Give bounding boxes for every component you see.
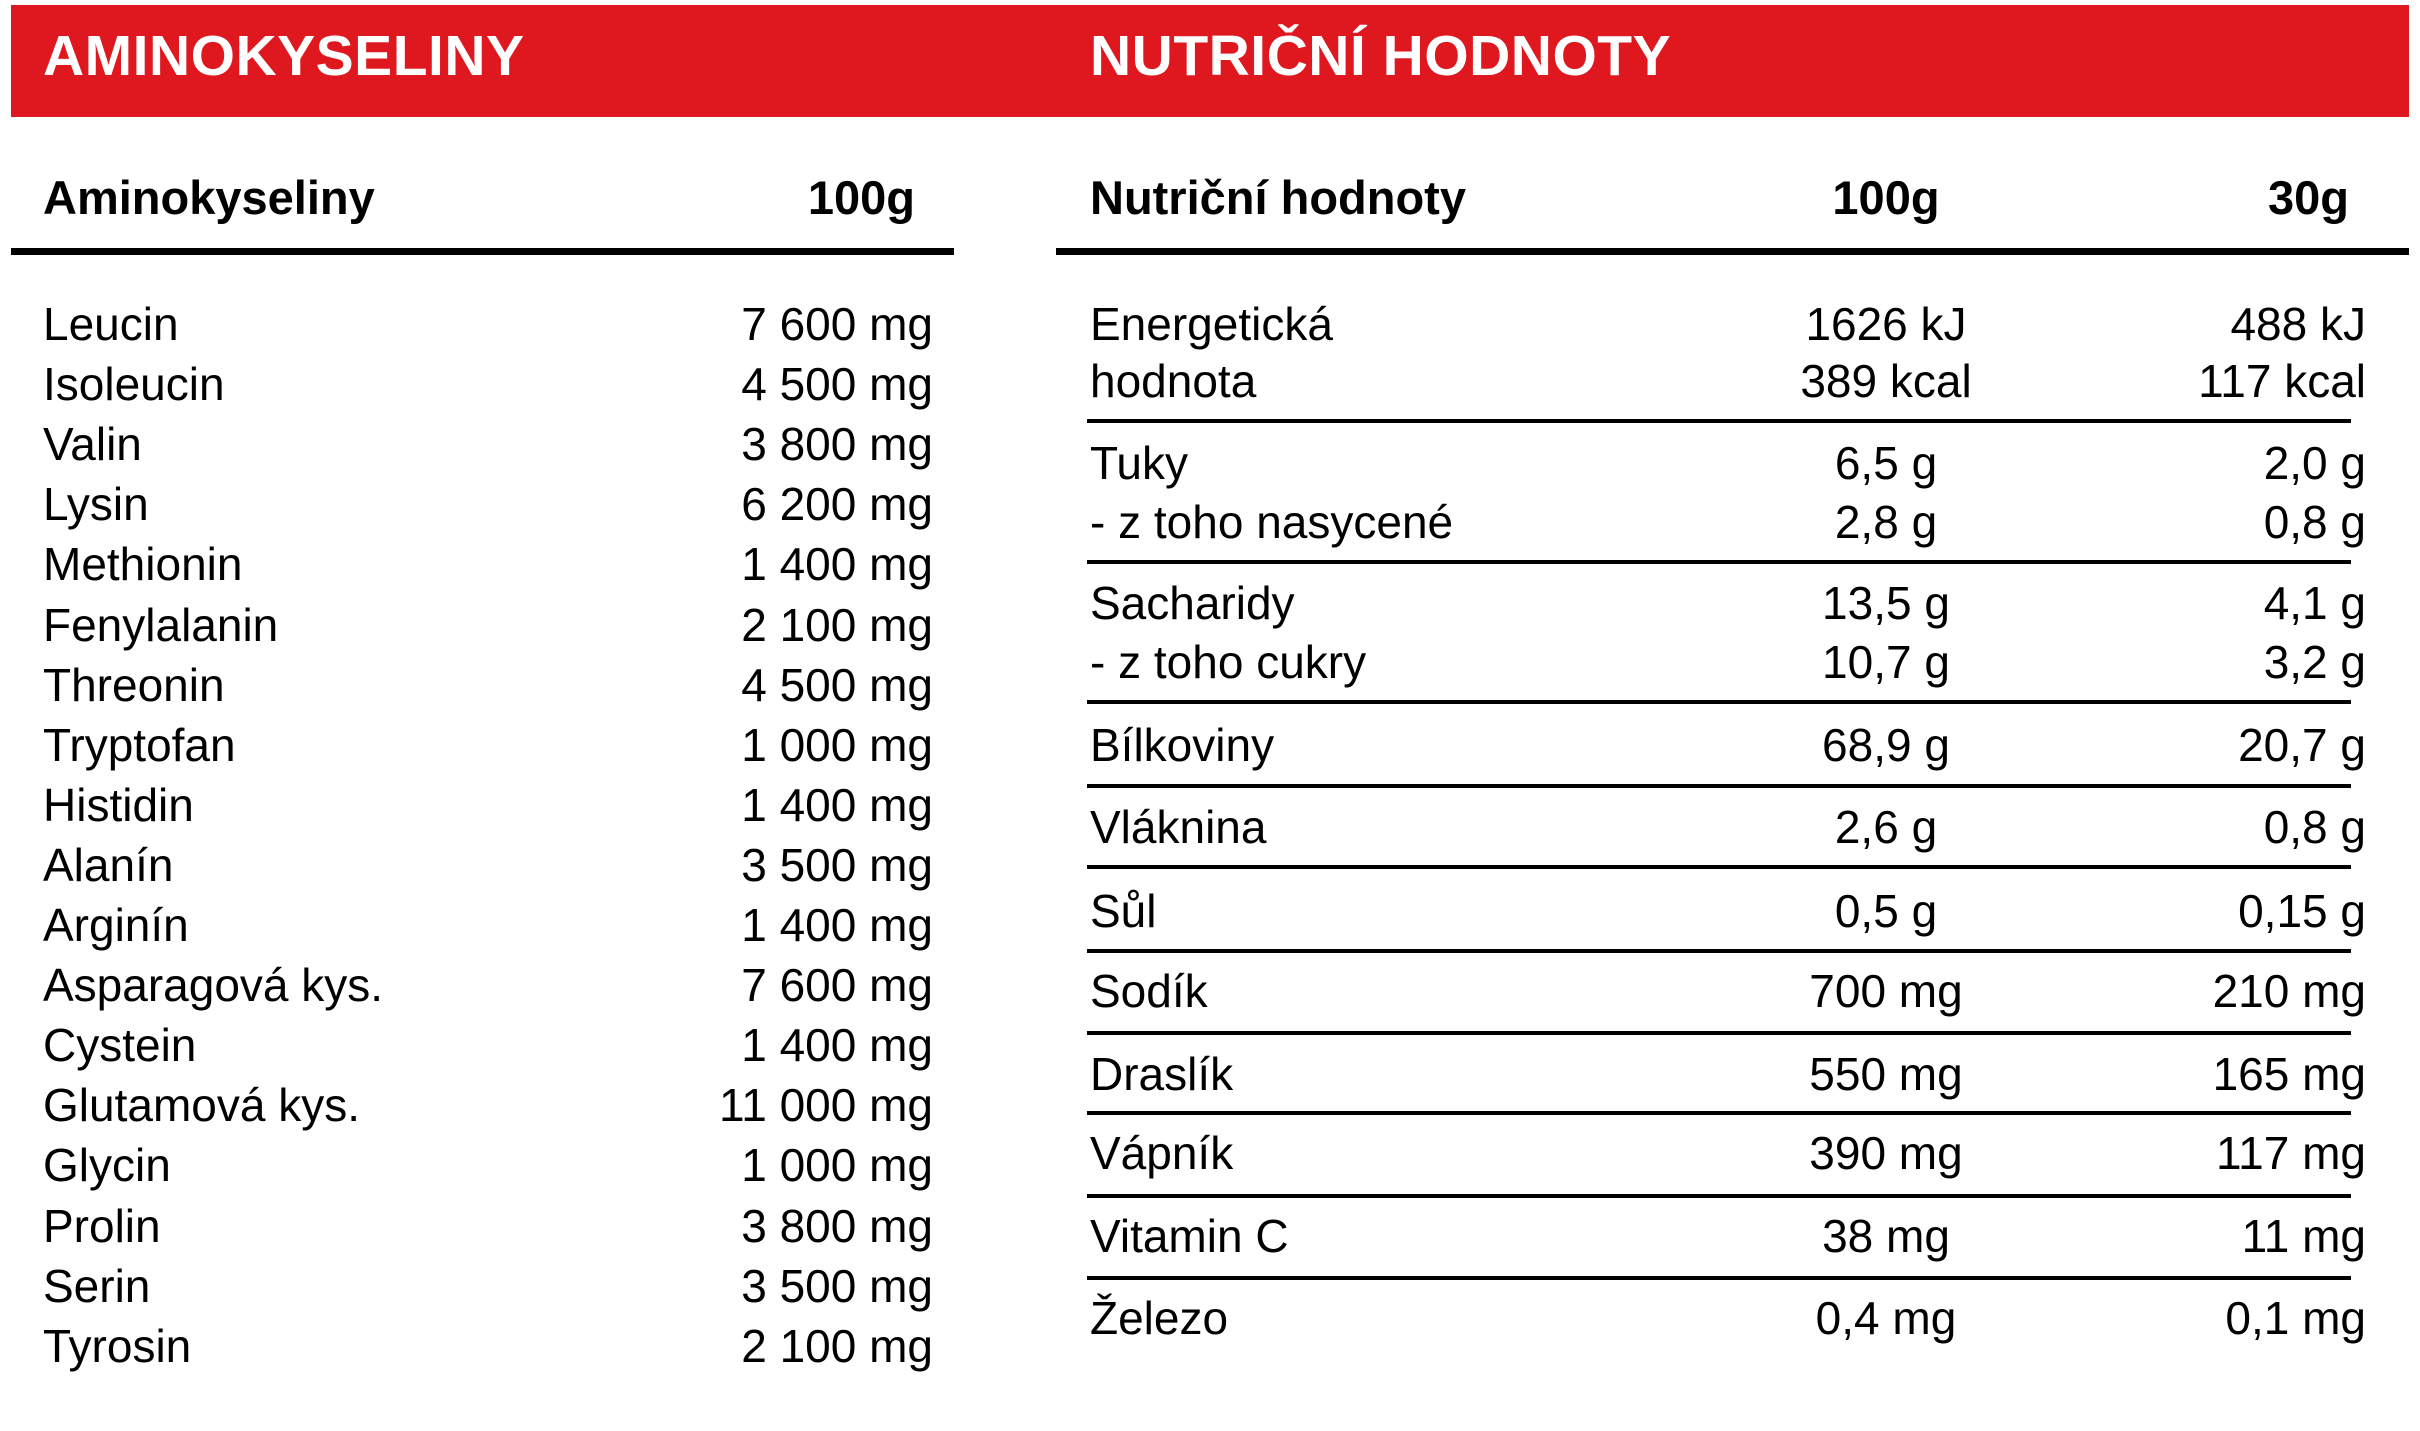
nutrient-value-100g: 6,5 g <box>1834 437 1938 490</box>
nutrient-name: Vláknina <box>1090 801 1267 854</box>
row-divider <box>1087 784 2351 788</box>
amino-header-100g: 100g <box>807 171 915 224</box>
amino-value-100g: 3 500 mg <box>741 838 933 891</box>
nutrient-name: hodnota <box>1090 355 1257 408</box>
amino-value-100g: 2 100 mg <box>741 1319 933 1372</box>
amino-row <box>43 1256 933 1316</box>
nutrient-value-100g: 1626 kJ <box>1805 298 1967 351</box>
amino-row <box>43 955 933 1015</box>
amino-name: Glycin <box>43 1139 171 1192</box>
amino-value-100g: 6 200 mg <box>741 478 933 531</box>
amino-row <box>43 715 933 775</box>
nutrient-value-30g: 210 mg <box>2212 964 2366 1017</box>
nutrient-value-100g: 38 mg <box>1822 1210 1950 1263</box>
amino-name: Glutamová kys. <box>43 1079 360 1132</box>
nutrient-value-30g: 165 mg <box>2212 1048 2366 1101</box>
nutrient-value-30g: 20,7 g <box>2238 719 2366 772</box>
nutrient-value-100g: 10,7 g <box>1822 636 1950 689</box>
amino-value-100g: 4 500 mg <box>741 358 933 411</box>
nutrient-name: Energetická <box>1090 298 1333 351</box>
nutrient-name: Vitamin C <box>1090 1210 1289 1263</box>
amino-name: Cystein <box>43 1019 197 1072</box>
amino-row <box>43 294 933 354</box>
nutrient-name: Draslík <box>1090 1048 1234 1101</box>
amino-name: Tyrosin <box>43 1319 192 1372</box>
amino-name: Asparagová kys. <box>43 959 384 1012</box>
amino-row <box>43 534 933 594</box>
amino-row <box>43 775 933 835</box>
nutrient-value-100g: 390 mg <box>1809 1126 1963 1179</box>
nutrient-value-30g: 488 kJ <box>2230 298 2366 351</box>
nutrition-row <box>1090 715 2366 775</box>
nutrient-value-30g: 3,2 g <box>2263 636 2366 689</box>
nutrition-row <box>1090 492 2366 552</box>
nutrient-value-30g: 0,15 g <box>2238 884 2366 937</box>
amino-name: Threonin <box>43 658 225 711</box>
amino-name: Histidin <box>43 778 194 831</box>
amino-value-100g: 3 800 mg <box>741 1199 933 1252</box>
amino-row <box>43 354 933 414</box>
nutrient-value-30g: 117 kcal <box>2198 355 2366 408</box>
amino-value-100g: 1 400 mg <box>741 899 933 951</box>
amino-name: Methionin <box>43 538 243 591</box>
amino-name: Leucin <box>43 298 179 350</box>
amino-row <box>43 414 933 474</box>
nutrient-value-30g: 0,8 g <box>2263 495 2366 548</box>
nutrient-name: Sacharidy <box>1090 577 1295 630</box>
nutrient-name: - z toho nasycené <box>1090 495 1454 548</box>
amino-name: Arginín <box>43 899 189 951</box>
amino-value-100g: 2 100 mg <box>741 598 933 651</box>
amino-header-divider <box>11 248 954 255</box>
nutrition-row <box>1090 632 2366 692</box>
nutrition-section-title: NUTRIČNÍ HODNOTY <box>1090 24 1672 88</box>
amino-name: Valin <box>43 418 142 471</box>
amino-name: Fenylalanin <box>43 598 279 651</box>
nutrient-name: Železo <box>1090 1292 1229 1345</box>
amino-section-title: AMINOKYSELINY <box>43 24 525 88</box>
amino-row <box>43 1075 933 1135</box>
amino-row <box>43 655 933 715</box>
nutrient-name: Sodík <box>1090 964 1208 1017</box>
nutrient-name: Sůl <box>1090 884 1157 937</box>
nutrient-value-100g: 2,6 g <box>1834 801 1938 854</box>
nutrition-row <box>1090 351 2366 411</box>
nutrient-name: - z toho cukry <box>1090 636 1367 689</box>
amino-name: Prolin <box>43 1199 161 1252</box>
nutrient-value-100g: 68,9 g <box>1822 719 1950 772</box>
row-divider <box>1087 419 2351 423</box>
nutrition-row <box>1090 881 2366 941</box>
nutrition-row <box>1090 1288 2366 1348</box>
amino-value-100g: 1 400 mg <box>741 538 933 591</box>
nutrition-row <box>1090 433 2366 493</box>
amino-value-100g: 1 000 mg <box>741 718 933 771</box>
nutrient-value-100g: 13,5 g <box>1822 577 1950 630</box>
nutrient-value-100g: 700 mg <box>1809 964 1963 1017</box>
nutrient-value-100g: 389 kcal <box>1800 355 1972 408</box>
amino-value-100g: 11 000 mg <box>719 1079 933 1132</box>
nutrient-value-30g: 2,0 g <box>2263 437 2366 490</box>
amino-value-100g: 7 600 mg <box>741 298 933 350</box>
nutrient-name: Tuky <box>1090 437 1188 490</box>
nutrient-value-100g: 0,5 g <box>1834 884 1938 937</box>
nutrient-name: Bílkoviny <box>1090 719 1275 772</box>
amino-name: Isoleucin <box>43 358 225 411</box>
amino-row <box>43 895 933 955</box>
amino-row <box>43 1196 933 1256</box>
amino-name: Tryptofan <box>43 718 236 771</box>
amino-value-100g: 3 800 mg <box>741 418 933 471</box>
nutrition-header-divider <box>1056 248 2409 255</box>
nutrition-row <box>1090 797 2366 857</box>
row-divider <box>1087 1194 2351 1198</box>
amino-row <box>43 474 933 534</box>
amino-row <box>43 1316 933 1376</box>
row-divider <box>1087 700 2351 704</box>
amino-value-100g: 1 400 mg <box>741 1019 933 1072</box>
nutrition-row <box>1090 1206 2366 1266</box>
amino-row <box>43 835 933 895</box>
amino-row <box>43 595 933 655</box>
amino-value-100g: 4 500 mg <box>741 658 933 711</box>
amino-value-100g: 7 600 mg <box>741 959 933 1012</box>
row-divider <box>1087 1031 2351 1035</box>
amino-name: Lysin <box>43 478 149 531</box>
nutrient-value-30g: 117 mg <box>2215 1126 2366 1179</box>
row-divider <box>1087 560 2351 564</box>
nutrition-row <box>1090 294 2366 354</box>
amino-header-name: Aminokyseliny <box>43 171 375 224</box>
nutrition-row <box>1090 961 2366 1021</box>
nutrient-value-100g: 0,4 mg <box>1815 1292 1957 1345</box>
amino-value-100g: 1 000 mg <box>741 1139 933 1192</box>
nutrition-header-100g: 100g <box>1832 171 1940 224</box>
row-divider <box>1087 949 2351 953</box>
amino-row <box>43 1135 933 1195</box>
amino-name: Alanín <box>43 838 174 891</box>
nutrition-row <box>1090 1044 2366 1104</box>
amino-value-100g: 3 500 mg <box>741 1259 933 1312</box>
nutrient-value-30g: 0,1 mg <box>2225 1292 2366 1345</box>
amino-value-100g: 1 400 mg <box>741 778 933 831</box>
nutrient-value-100g: 2,8 g <box>1834 495 1938 548</box>
amino-name: Serin <box>43 1259 151 1312</box>
nutrition-row <box>1090 573 2366 633</box>
amino-row <box>43 1015 933 1075</box>
nutrient-value-30g: 0,8 g <box>2263 801 2366 854</box>
row-divider <box>1087 1276 2351 1280</box>
nutrient-value-100g: 550 mg <box>1809 1048 1963 1101</box>
row-divider <box>1087 1111 2351 1115</box>
nutrient-value-30g: 4,1 g <box>2263 577 2366 630</box>
row-divider <box>1087 865 2351 869</box>
nutrition-row <box>1090 1123 2366 1183</box>
nutrition-header-name: Nutriční hodnoty <box>1090 171 1466 224</box>
nutrient-value-30g: 11 mg <box>2241 1210 2366 1263</box>
nutrition-header-30g: 30g <box>2268 171 2349 224</box>
nutrient-name: Vápník <box>1090 1126 1234 1179</box>
